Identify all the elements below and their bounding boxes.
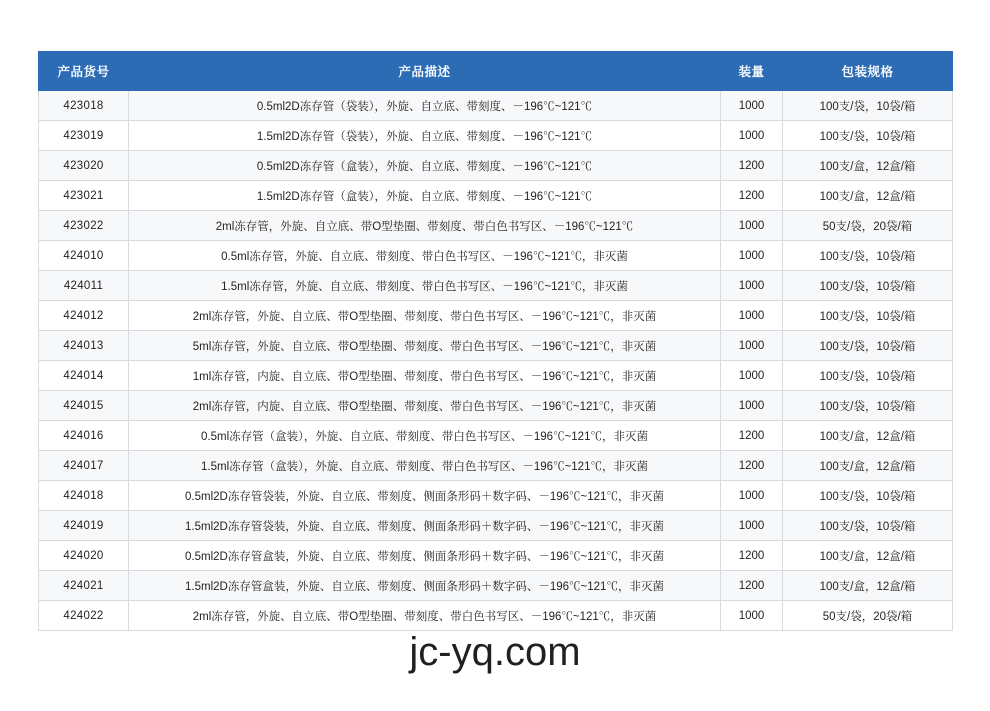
cell-product-description: 1.5ml2D冻存管袋装，外旋、自立底、带刻度、侧面条形码＋数字码、－196℃~121℃，非灭菌 (129, 511, 721, 541)
cell-packaging-spec: 50支/袋，20袋/箱 (783, 601, 953, 631)
cell-packaging-spec: 100支/袋，10袋/箱 (783, 391, 953, 421)
cell-product-description: 1ml冻存管，内旋、自立底、带O型垫圈、带刻度、带白色书写区、－196℃~121℃，非灭菌 (129, 361, 721, 391)
cell-product-code: 424022 (39, 601, 129, 631)
cell-product-description: 1.5ml2D冻存管（盒装），外旋、自立底、带刻度、－196℃~121℃ (129, 181, 721, 211)
cell-quantity: 1000 (721, 361, 783, 391)
cell-product-code: 423018 (39, 91, 129, 121)
cell-quantity: 1000 (721, 91, 783, 121)
cell-product-code: 424018 (39, 481, 129, 511)
cell-quantity: 1000 (721, 331, 783, 361)
table-row (39, 391, 953, 421)
cell-packaging-spec: 100支/盒，12盒/箱 (783, 541, 953, 571)
cell-packaging-spec: 100支/袋，10袋/箱 (783, 361, 953, 391)
cell-product-code: 424017 (39, 451, 129, 481)
table-row (39, 601, 953, 631)
cell-quantity: 1000 (721, 511, 783, 541)
table-row (39, 571, 953, 601)
cell-packaging-spec: 100支/袋，10袋/箱 (783, 331, 953, 361)
cell-quantity: 1200 (721, 451, 783, 481)
cell-quantity: 1000 (721, 121, 783, 151)
table-row (39, 541, 953, 571)
cell-product-code: 423019 (39, 121, 129, 151)
cell-quantity: 1200 (721, 181, 783, 211)
cell-packaging-spec: 100支/盒，12盒/箱 (783, 451, 953, 481)
cell-product-description: 2ml冻存管，外旋、自立底、带O型垫圈、带刻度、带白色书写区、－196℃~121℃ (129, 211, 721, 241)
cell-product-description: 1.5ml2D冻存管（袋装），外旋、自立底、带刻度、－196℃~121℃ (129, 121, 721, 151)
cell-quantity: 1200 (721, 151, 783, 181)
table-row (39, 511, 953, 541)
table-row (39, 451, 953, 481)
cell-product-description: 2ml冻存管，内旋、自立底、带O型垫圈、带刻度、带白色书写区、－196℃~121℃，非灭菌 (129, 391, 721, 421)
cell-packaging-spec: 100支/盒，12盒/箱 (783, 181, 953, 211)
table-row (39, 271, 953, 301)
column-header-product-description: 产品描述 (129, 52, 721, 91)
table-body (39, 91, 953, 631)
table-row (39, 151, 953, 181)
cell-packaging-spec: 100支/盒，12盒/箱 (783, 571, 953, 601)
cell-packaging-spec: 100支/袋，10袋/箱 (783, 121, 953, 151)
cell-product-description: 2ml冻存管，外旋、自立底、带O型垫圈、带刻度、带白色书写区、－196℃~121℃，非灭菌 (129, 601, 721, 631)
cell-quantity: 1000 (721, 301, 783, 331)
table-row (39, 361, 953, 391)
cell-product-description: 1.5ml2D冻存管盒装，外旋、自立底、带刻度、侧面条形码＋数字码、－196℃~121℃，非灭菌 (129, 571, 721, 601)
cell-packaging-spec: 50支/袋，20袋/箱 (783, 211, 953, 241)
cell-packaging-spec: 100支/袋，10袋/箱 (783, 271, 953, 301)
product-spec-table (38, 51, 953, 631)
cell-packaging-spec: 100支/盒，12盒/箱 (783, 151, 953, 181)
column-header-quantity: 装量 (721, 52, 783, 91)
cell-product-description: 2ml冻存管，外旋、自立底、带O型垫圈、带刻度、带白色书写区、－196℃~121℃，非灭菌 (129, 301, 721, 331)
cell-quantity: 1000 (721, 601, 783, 631)
cell-product-description: 0.5ml冻存管（盒装），外旋、自立底、带刻度、带白色书写区、－196℃~121℃，非灭菌 (129, 421, 721, 451)
cell-quantity: 1200 (721, 421, 783, 451)
cell-product-code: 424014 (39, 361, 129, 391)
table-row (39, 91, 953, 121)
cell-product-description: 0.5ml2D冻存管袋装，外旋、自立底、带刻度、侧面条形码＋数字码、－196℃~121℃，非灭菌 (129, 481, 721, 511)
cell-product-description: 0.5ml2D冻存管盒装，外旋、自立底、带刻度、侧面条形码＋数字码、－196℃~121℃，非灭菌 (129, 541, 721, 571)
cell-quantity: 1200 (721, 571, 783, 601)
cell-product-description: 1.5ml冻存管（盒装），外旋、自立底、带刻度、带白色书写区、－196℃~121℃，非灭菌 (129, 451, 721, 481)
cell-product-code: 424010 (39, 241, 129, 271)
cell-product-code: 424019 (39, 511, 129, 541)
cell-product-description: 1.5ml冻存管，外旋、自立底、带刻度、带白色书写区、－196℃~121℃，非灭菌 (129, 271, 721, 301)
table-row (39, 421, 953, 451)
table-header-row (39, 52, 953, 91)
cell-product-description: 5ml冻存管，外旋、自立底、带O型垫圈、带刻度、带白色书写区、－196℃~121℃，非灭菌 (129, 331, 721, 361)
cell-product-description: 0.5ml冻存管，外旋、自立底、带刻度、带白色书写区、－196℃~121℃，非灭菌 (129, 241, 721, 271)
cell-packaging-spec: 100支/袋，10袋/箱 (783, 511, 953, 541)
table-row (39, 211, 953, 241)
cell-packaging-spec: 100支/袋，10袋/箱 (783, 91, 953, 121)
watermark-text: jc-yq.com (409, 630, 581, 674)
cell-packaging-spec: 100支/袋，10袋/箱 (783, 301, 953, 331)
table-row (39, 301, 953, 331)
table-row (39, 481, 953, 511)
cell-quantity: 1000 (721, 391, 783, 421)
cell-packaging-spec: 100支/袋，10袋/箱 (783, 481, 953, 511)
table-row (39, 181, 953, 211)
column-header-product-code: 产品货号 (39, 52, 129, 91)
cell-product-code: 423021 (39, 181, 129, 211)
cell-product-code: 423022 (39, 211, 129, 241)
table-row (39, 241, 953, 271)
cell-product-code: 424021 (39, 571, 129, 601)
cell-packaging-spec: 100支/袋，10袋/箱 (783, 241, 953, 271)
cell-quantity: 1000 (721, 481, 783, 511)
cell-quantity: 1000 (721, 271, 783, 301)
cell-product-code: 423020 (39, 151, 129, 181)
cell-quantity: 1000 (721, 241, 783, 271)
cell-product-code: 424011 (39, 271, 129, 301)
cell-quantity: 1000 (721, 211, 783, 241)
cell-product-code: 424020 (39, 541, 129, 571)
cell-product-description: 0.5ml2D冻存管（盒装），外旋、自立底、带刻度、－196℃~121℃ (129, 151, 721, 181)
cell-product-code: 424015 (39, 391, 129, 421)
cell-product-code: 424012 (39, 301, 129, 331)
cell-product-code: 424013 (39, 331, 129, 361)
cell-product-description: 0.5ml2D冻存管（袋装），外旋、自立底、带刻度、－196℃~121℃ (129, 91, 721, 121)
table-header (39, 52, 953, 91)
cell-packaging-spec: 100支/盒，12盒/箱 (783, 421, 953, 451)
table-row (39, 331, 953, 361)
cell-product-code: 424016 (39, 421, 129, 451)
table-row (39, 121, 953, 151)
cell-quantity: 1200 (721, 541, 783, 571)
column-header-packaging-spec: 包装规格 (783, 52, 953, 91)
